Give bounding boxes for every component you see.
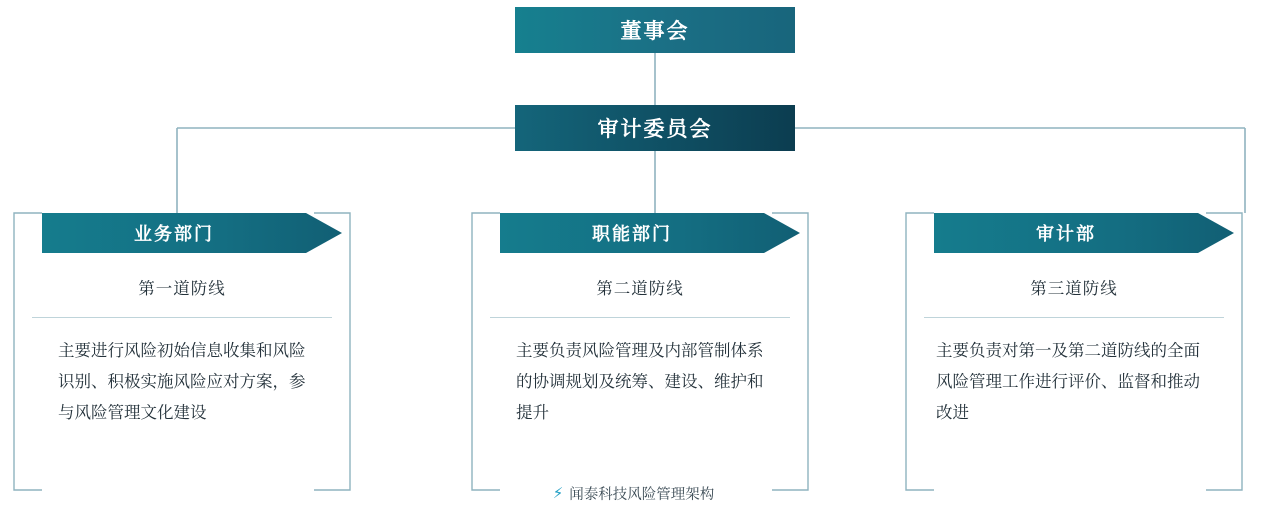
defense-line-label: 第一道防线	[138, 280, 226, 298]
description-text: 主要负责风险管理及内部管制体系的协调规划及统筹、建设、维护和提升	[516, 342, 764, 422]
bolt-icon: ⚡	[552, 485, 564, 502]
column-functional-department	[472, 213, 808, 429]
banner-label: 职能部门	[592, 224, 672, 244]
banner-functional-department	[500, 213, 800, 253]
footer-title: 闻泰科技风险管理架构	[569, 487, 715, 503]
divider	[924, 317, 1224, 318]
column-business-department	[14, 213, 350, 429]
defense-line-label: 第三道防线	[1030, 280, 1118, 298]
diagram-footer	[0, 483, 1267, 504]
node-board-label: 董事会	[620, 20, 690, 43]
banner-label: 审计部	[1036, 224, 1096, 244]
defense-line-label: 第二道防线	[596, 280, 684, 298]
divider	[32, 317, 332, 318]
description-text: 主要进行风险初始信息收集和风险识别、积极实施风险应对方案，参与风险管理文化建设	[58, 342, 306, 422]
node-audit-committee-label: 审计委员会	[597, 118, 713, 141]
node-board	[515, 7, 795, 53]
divider	[490, 317, 790, 318]
node-audit-committee	[515, 105, 795, 151]
banner-label: 业务部门	[134, 224, 214, 244]
description-text: 主要负责对第一及第二道防线的全面风险管理工作进行评价、监督和推动改进	[936, 342, 1200, 422]
column-audit-department	[906, 213, 1242, 429]
banner-audit-department	[934, 213, 1234, 253]
banner-business-department	[42, 213, 342, 253]
